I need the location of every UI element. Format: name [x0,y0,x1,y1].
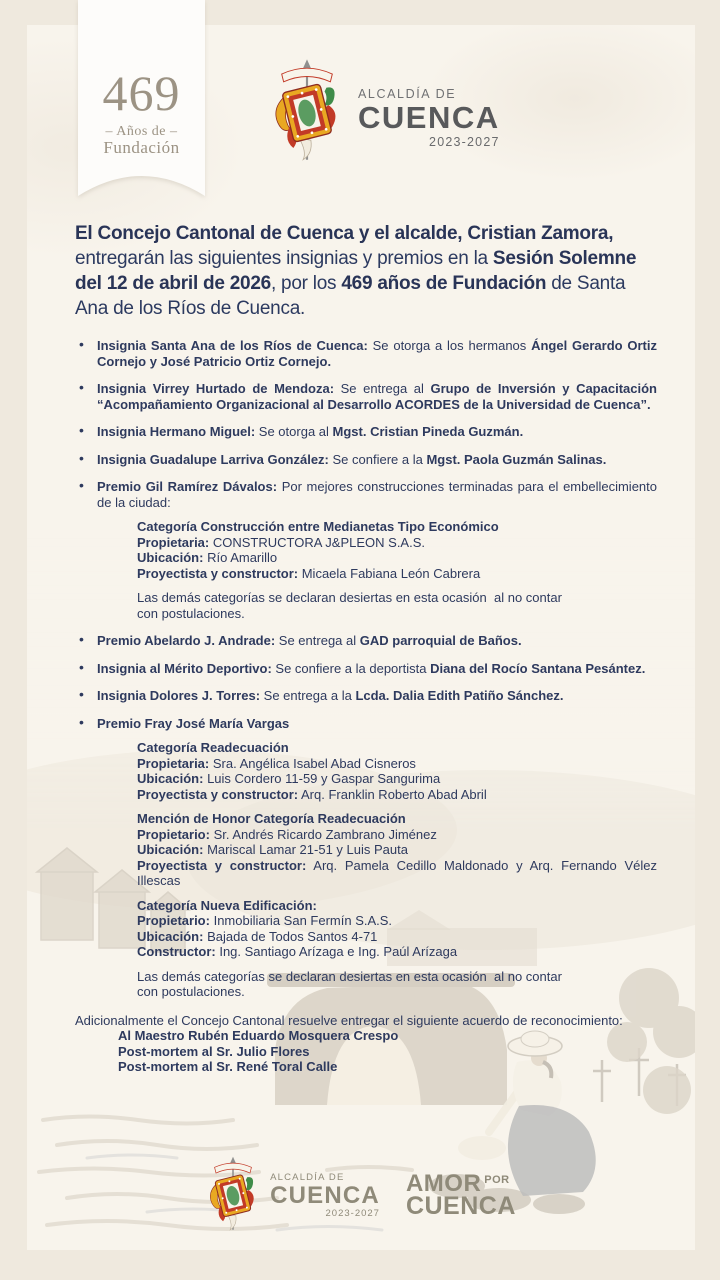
award-detail-line: Propietaria: CONSTRUCTORA J&PLEON S.A.S. [137,534,426,550]
footer-city-name: CUENCA [270,1181,380,1209]
award-item [75,479,657,621]
award-item [75,633,657,649]
award-detail-line: Proyectista y constructor: Arq. Franklin Roberto Abad Abril [137,786,487,802]
award-text: • Insignia Guadalupe Larriva González: Se confiere a la Mgst. Paola Guzmán Salinas. [97,451,607,467]
award-detail-group [137,740,657,802]
award-text: • Premio Fray José María Vargas [97,715,290,731]
footer-period-label: 2023-2027 [325,1207,380,1219]
award-item [75,338,657,369]
award-detail-group [137,898,657,960]
recognition-names [118,1028,657,1075]
award-text: • Insignia al Mérito Deportivo: Se confiere a la deportista Diana del Rocío Santana Pesántez. [97,660,646,676]
award-detail-line: Categoría Construcción entre Medianetas Tipo Económico [137,519,499,534]
vacant-categories-note: Las demás categorías se declaran desiertas en esta ocasión al no contar con postulaciones. [137,968,562,999]
award-item [75,661,657,677]
footer-alcaldia-logo [206,1156,380,1234]
cuenca-coat-of-arms-icon [270,58,344,166]
award-text: • Premio Gil Ramírez Dávalos: Por mejores construcciones terminadas para el embellecimiento de la ciudad: [97,479,657,510]
award-detail-line: Proyectista y constructor: Arq. Pamela Cedillo Maldonado y Arq. Fernando Vélez Illescas [137,857,657,888]
founding-years-number: 469 [102,65,181,121]
vacant-categories-note: Las demás categorías se declaran desiertas en esta ocasión al no contar con postulaciones. [137,590,562,621]
award-detail-line: Proyectista y constructor: Micaela Fabiana León Cabrera [137,565,481,581]
footer-logos [27,1156,695,1234]
awards-list [75,338,657,1000]
award-item [75,424,657,440]
alcaldia-label: ALCALDÍA DE [358,87,457,101]
award-detail-line: Constructor: Ing. Santiago Arízaga e Ing. Paúl Arízaga [137,944,458,959]
amor-por-cuenca-logo [405,1169,516,1220]
award-detail-group [137,519,657,581]
ribbon-469-badge [78,0,205,196]
closing-paragraph: Adicionalmente el Concejo Cantonal resuelve entregar el siguiente acuerdo de reconocimiento: [75,1012,623,1028]
award-text: • Insignia Virrey Hurtado de Mendoza: Se entrega al Grupo de Inversión y Capacitación “Acompañamiento Organizacional al Desarrollo ACORDES de la Universidad de Cuenca”. [97,381,657,412]
award-text: • Insignia Santa Ana de los Ríos de Cuenca: Se otorga a los hermanos Ángel Gerardo Ortiz Cornejo y José Patricio Ortiz Cornejo. [97,338,658,369]
amor-word: AMOR [405,1169,482,1197]
ribbon-fundacion: Fundación [103,138,180,157]
award-detail-line: Propietario: Sr. Andrés Ricardo Zambrano Jiménez [137,826,437,842]
header-logo [270,58,500,166]
award-text: • Insignia Hermano Miguel: Se otorga al Mgst. Cristian Pineda Guzmán. [97,424,524,439]
award-detail-line: Ubicación: Río Amarillo [137,550,278,565]
recognition-name: Al Maestro Rubén Eduardo Mosquera Crespo [118,1028,399,1043]
award-detail-line: Ubicación: Luis Cordero 11-59 y Gaspar Sangurima [137,771,441,786]
award-detail-line: Ubicación: Mariscal Lamar 21-51 y Luis Pauta [137,842,408,857]
award-detail-group [137,811,657,889]
document-card [27,25,695,1250]
document-content [75,221,657,1075]
period-label: 2023-2027 [429,135,500,149]
award-detail-line: Categoría Readecuación [137,740,289,755]
intro-paragraph: El Concejo Cantonal de Cuenca y el alcalde, Cristian Zamora, entregarán las siguientes insignias y premios en la Sesión Solemne del 12 de abril de 2026, por los 469 años de Fundación de Santa Ana de los Ríos de Cuenca. [75,223,637,319]
award-item [75,381,657,412]
closing-section [75,1013,657,1075]
por-word: POR [484,1173,510,1186]
award-detail-line: Propietaria: Sra. Angélica Isabel Abad Cisneros [137,755,416,771]
award-text: • Insignia Dolores J. Torres: Se entrega a la Lcda. Dalia Edith Patiño Sánchez. [97,688,564,703]
award-detail-line: Categoría Nueva Edificación: [137,897,317,913]
award-text: • Premio Abelardo J. Andrade: Se entrega al GAD parroquial de Baños. [97,633,522,648]
recognition-name: Post-mortem al Sr. René Toral Calle [118,1059,338,1074]
city-name: CUENCA [358,100,500,135]
award-item [75,688,657,704]
recognition-name: Post-mortem al Sr. Julio Flores [118,1043,310,1059]
award-item [75,716,657,1000]
footer-alcaldia-label: ALCALDÍA DE [270,1171,345,1183]
amor-cuenca-word: CUENCA [405,1191,516,1220]
ribbon-anios-de: – Años de – [105,124,178,139]
award-detail-line: Propietario: Inmobiliaria San Fermín S.A.S. [137,913,393,928]
footer-coat-of-arms-icon [206,1156,260,1234]
award-item [75,452,657,468]
award-detail-line: Mención de Honor Categoría Readecuación [137,811,406,826]
award-detail-line: Ubicación: Bajada de Todos Santos 4-71 [137,928,378,944]
